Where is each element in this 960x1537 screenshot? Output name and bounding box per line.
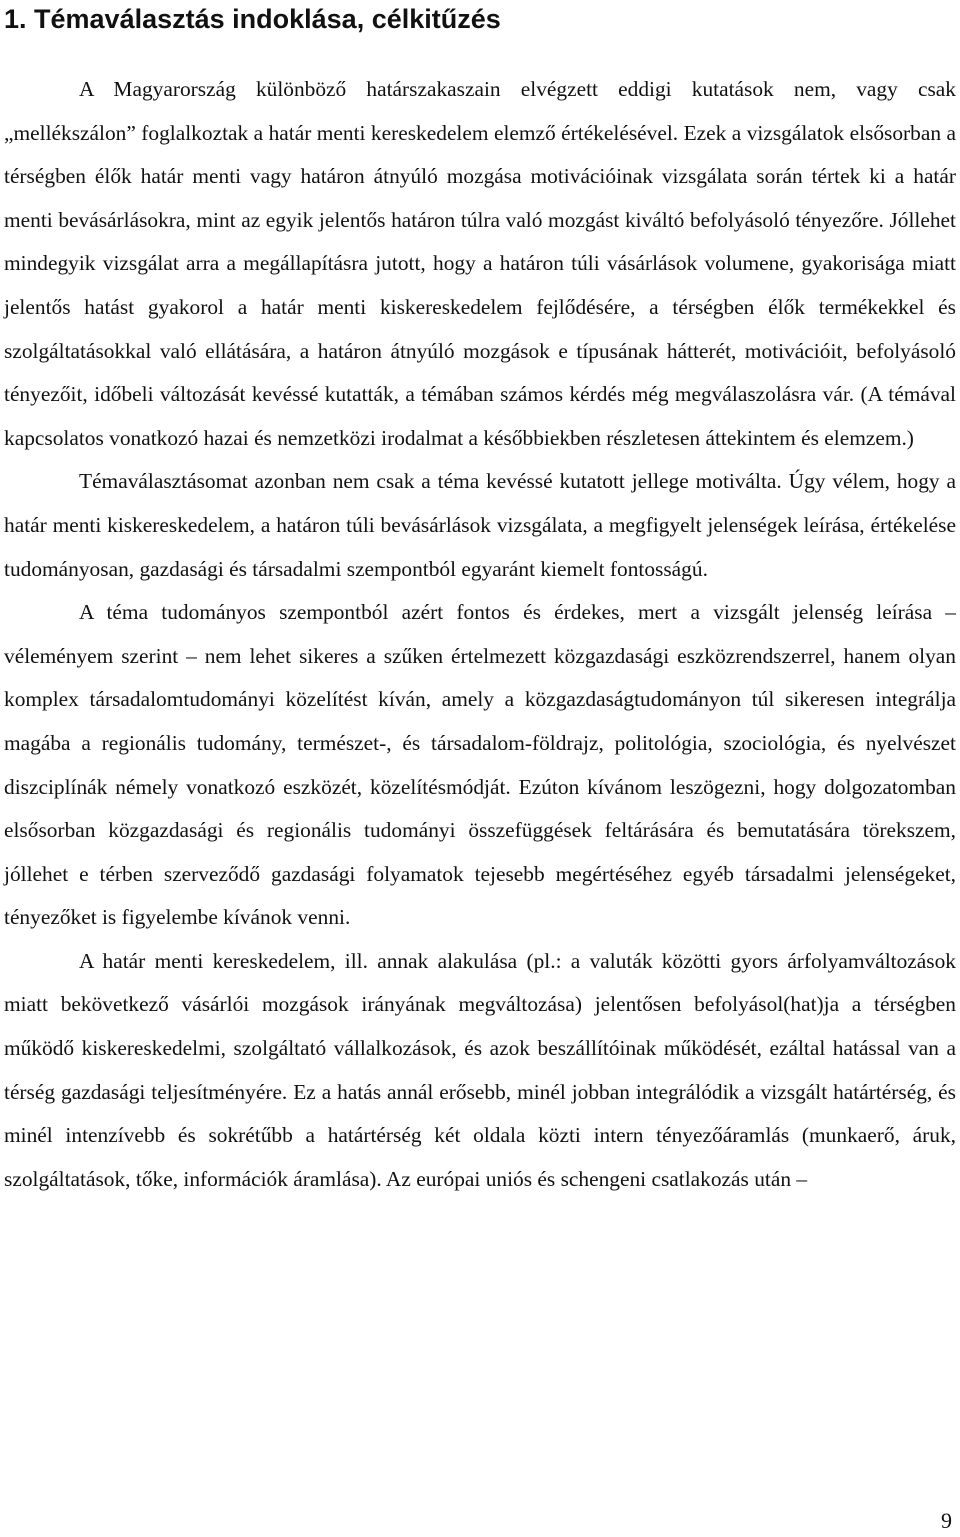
paragraph-4: A határ menti kereskedelem, ill. annak alakulása (pl.: a valuták közötti gyors árfolyamváltozások miatt bekövetkező vásárlói mozgások irányának megváltozása) jelentősen befolyásol(hat)ja a térségben működő kiskereskedelmi, szolgáltató vállalkozások, és azok beszállítóinak működését, ezáltal hatással van a térség gazdasági teljesítményére. Ez a hatás annál erősebb, minél jobban integrálódik a vizsgált határtérség, és minél intenzívebb és sokrétűbb a határtérség két oldala közti intern tényezőáramlás (munkaerő, áruk, szolgáltatások, tőke, információk áramlása). Az európai uniós és schengeni csatlakozás után – [4, 948, 956, 1191]
section-heading: 1. Témaválasztás indoklása, célkitűzés [4, 4, 501, 34]
paragraph-2: Témaválasztásomat azonban nem csak a téma kevéssé kutatott jellege motiválta. Úgy vélem, hogy a határ menti kiskereskedelem, a határon túli bevásárlások vizsgálata, a megfigyelt jelenségek leírása, értékelése tudományosan, gazdasági és társadalmi szempontból egyaránt kiemelt fontosságú. [4, 469, 956, 581]
paragraph-1: A Magyarország különböző határszakaszain elvégzett eddigi kutatások nem, vagy csak „mellékszálon” foglalkoztak a határ menti kereskedelem elemző értékelésével. Ezek a vizsgálatok elsősorban a térségben élők határ menti vagy határon átnyúló mozgása motivációinak vizsgálata során tértek ki a határ menti bevásárlásokra, mint az egyik jelentős határon túlra való mozgást kiváltó befolyásoló tényezőre. Jóllehet mindegyik vizsgálat arra a megállapításra jutott, hogy a határon túli vásárlások volumene, gyakorisága miatt jelentős hatást gyakorol a határ menti kiskereskedelem fejlődésére, a térségben élők termékekkel és szolgáltatásokkal való ellátására, a határon átnyúló mozgások e típusának hátterét, motivációit, befolyásoló tényezőit, időbeli változását kevéssé kutatták, a témában számos kérdés még megválaszolásra vár. (A témával kapcsolatos vonatkozó hazai és nemzetközi irodalmat a későbbiekben részletesen áttekintem és elemzem.) [4, 77, 956, 450]
page-number: 9 [941, 1508, 952, 1533]
body-text [4, 68, 956, 1201]
paragraph-3: A téma tudományos szempontból azért fontos és érdekes, mert a vizsgált jelenség leírása – véleményem szerint – nem lehet sikeres a szűken értelmezett közgazdasági eszközrendszerrel, hanem olyan komplex társadalomtudományi közelítést kíván, amely a közgazdaságtudományon túl sikeresen integrálja magába a regionális tudomány, természet-, és társadalom-földrajz, politológia, szociológia, és nyelvészet diszciplínák némely vonatkozó eszközét, közelítésmódját. Ezúton kívánom leszögezni, hogy dolgozatomban elsősorban közgazdasági és regionális tudományi összefüggések feltárására és bemutatására törekszem, jóllehet e térben szerveződő gazdasági folyamatok tejesebb megértéséhez egyéb társadalmi jelenségeket, tényezőket is figyelembe kívánok venni. [4, 600, 956, 930]
